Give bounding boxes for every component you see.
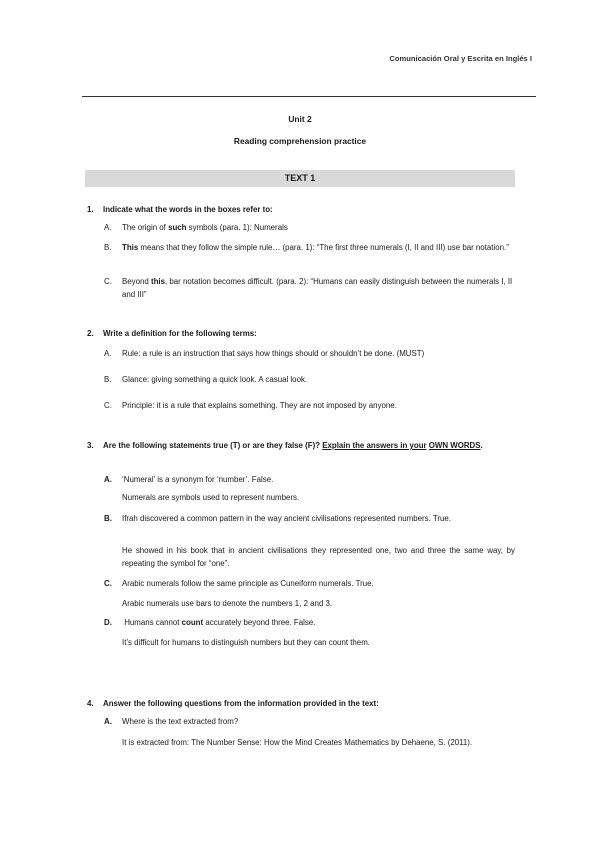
- question-text: Indicate what the words in the boxes refer to:: [103, 205, 273, 214]
- answer-text: It’s difficult for humans to distinguish numbers but they can count them.: [122, 638, 370, 647]
- item-label: C.: [104, 579, 112, 588]
- section-heading-bar: TEXT 1: [85, 170, 515, 187]
- question-text: Answer the following questions from the information provided in the text:: [103, 699, 379, 708]
- statement-text: Ifrah discovered a common pattern in the way ancient civilisations represented numbers. True.: [122, 514, 451, 523]
- item-label: A.: [104, 349, 112, 358]
- answer-text: Numerals are symbols used to represent numbers.: [122, 493, 300, 502]
- question-prompt: Where is the text extracted from?: [122, 717, 239, 726]
- boxed-word: this: [150, 277, 165, 286]
- item-label: C.: [104, 277, 112, 286]
- item-label: B.: [104, 243, 112, 252]
- page-subtitle: Reading comprehension practice: [233, 136, 367, 146]
- item-label: B.: [104, 375, 112, 384]
- item-label: D.: [104, 618, 112, 627]
- unit-title: Unit 2: [288, 114, 312, 124]
- answer-text: The origin of such symbols (para. 1): Numerals: [122, 223, 288, 232]
- statement-text: ‘Numeral’ is a synonym for ‘number’. False.: [122, 475, 274, 484]
- question-number: 4.: [87, 699, 94, 708]
- statement-text: Humans cannot count accurately beyond three. False.: [122, 618, 316, 627]
- question-number: 1.: [87, 205, 94, 214]
- boxed-word: count: [181, 618, 204, 627]
- course-header: Comunicación Oral y Escrita en Inglés I: [389, 54, 532, 63]
- answer-text: This means that they follow the simple rule… (para. 1): “The first three numerals (I, II and III) use bar notation.”: [122, 243, 509, 252]
- answer-text: Glance: giving something a quick look. A casual look.: [122, 375, 308, 384]
- answer-text: It is extracted from: The Number Sense: How the Mind Creates Mathematics by Dehaene, S. (2011).: [122, 738, 473, 747]
- question-number: 2.: [87, 329, 94, 338]
- statement-text: Arabic numerals follow the same principle as Cuneiform numerals. True.: [122, 579, 374, 588]
- item-label: B.: [104, 514, 112, 523]
- answer-text: Beyond this, bar notation becomes difficult. (para. 2): “Humans can easily distinguish between the numerals I, II and III”: [122, 277, 513, 299]
- question-text: Write a definition for the following terms:: [103, 329, 257, 338]
- answer-text: He showed in his book that in ancient civilisations they represented one, two and three the same way, by repeating the symbol for “one”.: [122, 546, 515, 568]
- answer-text: Arabic numerals use bars to denote the numbers 1, 2 and 3.: [122, 599, 333, 608]
- answer-text: Principle: it is a rule that explains something. They are not imposed by anyone.: [122, 401, 397, 410]
- item-label: A.: [104, 475, 112, 484]
- boxed-word: such: [168, 223, 187, 232]
- header-rule: [82, 96, 536, 97]
- question-text: Are the following statements true (T) or are they false (F)? Explain the answers in your OWN WORDS.: [103, 441, 483, 450]
- question-number: 3.: [87, 441, 94, 450]
- answer-text: Rule: a rule is an instruction that says how things should or shouldn’t be done. (MUST): [122, 349, 425, 358]
- boxed-word: This: [122, 243, 139, 252]
- item-label: A.: [104, 223, 112, 232]
- item-label: C.: [104, 401, 112, 410]
- item-label: A.: [104, 717, 112, 726]
